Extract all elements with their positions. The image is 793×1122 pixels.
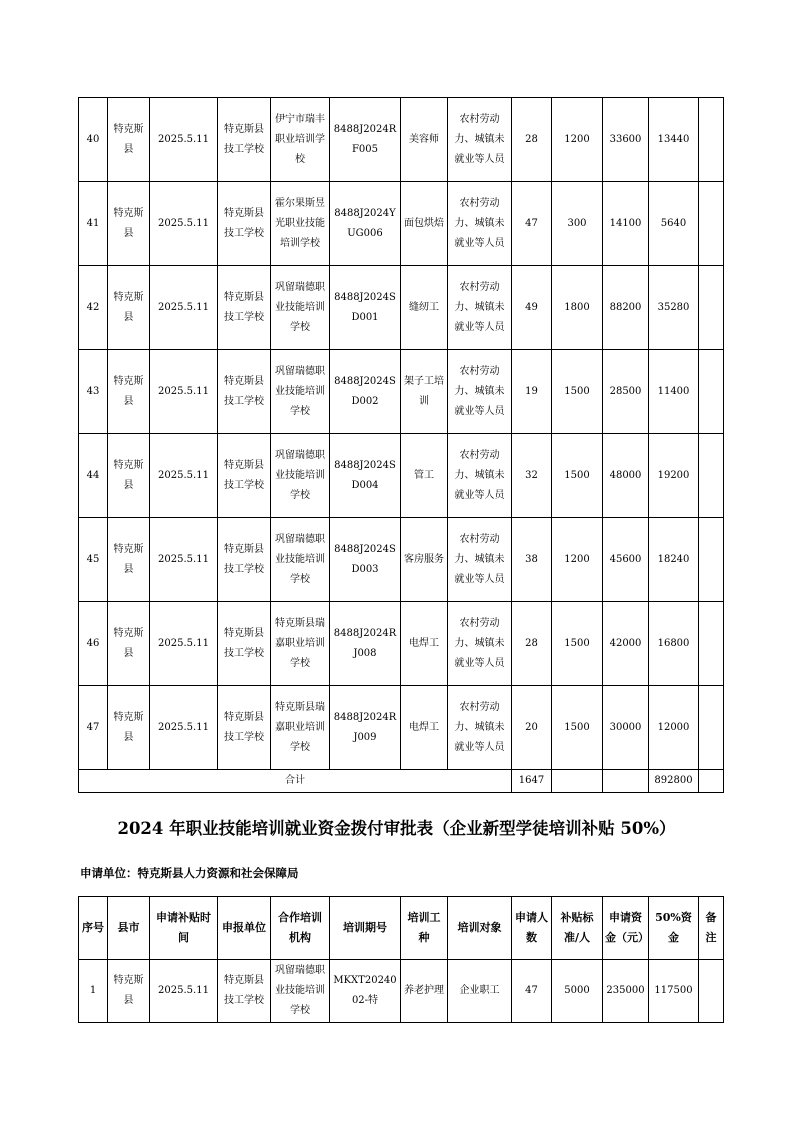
cell-unit: 特克斯县技工学校 [218,182,271,266]
cell-count: 28 [512,602,552,686]
cell-no: 40 [79,98,108,182]
cell-no: 46 [79,602,108,686]
header-count: 申请人数 [512,897,552,960]
cell-no: 42 [79,266,108,350]
cell-trade: 电焊工 [401,686,448,770]
cell-unit: 特克斯县技工学校 [218,602,271,686]
cell-trade: 电焊工 [401,602,448,686]
table-row [79,98,724,182]
cell-county: 特克斯县 [108,686,150,770]
total-label: 合计 [79,770,512,793]
table-row [79,518,724,602]
cell-trade: 缝纫工 [401,266,448,350]
table-row [79,686,724,770]
header-county: 县市 [108,897,150,960]
cell-trade: 面包烘焙 [401,182,448,266]
cell-count: 32 [512,434,552,518]
cell-remark [699,602,724,686]
cell-subsidy: 18240 [649,518,699,602]
cell-trade: 美容师 [401,98,448,182]
cell-county: 特克斯县 [108,350,150,434]
cell-org: 巩留瑞德职业技能培训学校 [271,434,330,518]
table-row [79,266,724,350]
cell-remark [699,434,724,518]
header-org: 合作培训机构 [271,897,330,960]
cell-period: 8488J2024SD001 [330,266,401,350]
cell-target: 农村劳动力、城镇未就业等人员 [448,182,512,266]
cell-remark [699,686,724,770]
cell-no: 45 [79,518,108,602]
cell-no: 41 [79,182,108,266]
cell-fund: 48000 [603,434,649,518]
cell-subsidy: 16800 [649,602,699,686]
cell-count: 20 [512,686,552,770]
cell-target: 农村劳动力、城镇未就业等人员 [448,350,512,434]
cell-subsidy: 35280 [649,266,699,350]
cell-county: 特克斯县 [108,182,150,266]
table-row [79,350,724,434]
cell-unit: 特克斯县技工学校 [218,960,271,1023]
cell-org: 伊宁市瑞丰职业培训学校 [271,98,330,182]
cell-period: 8488J2024YUG006 [330,182,401,266]
cell-no: 43 [79,350,108,434]
cell-target: 农村劳动力、城镇未就业等人员 [448,602,512,686]
cell-remark [699,960,724,1023]
cell-standard: 300 [552,182,603,266]
cell-time: 2025.5.11 [150,686,218,770]
cell-time: 2025.5.11 [150,960,218,1023]
cell-standard: 1800 [552,266,603,350]
header-no: 序号 [79,897,108,960]
cell-time: 2025.5.11 [150,434,218,518]
cell-unit: 特克斯县技工学校 [218,434,271,518]
cell-org: 巩留瑞德职业技能培训学校 [271,960,330,1023]
cell-subsidy: 13440 [649,98,699,182]
cell-subsidy: 117500 [649,960,699,1023]
cell-count: 47 [512,182,552,266]
header-trade: 培训工种 [401,897,448,960]
cell-county: 特克斯县 [108,960,150,1023]
cell-org: 霍尔果斯昱光职业技能培训学校 [271,182,330,266]
header-period: 培训期号 [330,897,401,960]
cell-county: 特克斯县 [108,266,150,350]
cell-fund: 30000 [603,686,649,770]
cell-no: 47 [79,686,108,770]
table-row [79,602,724,686]
cell-target: 农村劳动力、城镇未就业等人员 [448,518,512,602]
total-count: 1647 [512,770,552,793]
cell-remark [699,182,724,266]
cell-target: 企业职工 [448,960,512,1023]
cell-period: 8488J2024RJ009 [330,686,401,770]
cell-subsidy: 19200 [649,434,699,518]
cell-time: 2025.5.11 [150,602,218,686]
subsidy-table-continued [78,97,724,793]
cell-period: 8488J2024RF005 [330,98,401,182]
table-row [79,960,724,1023]
header-target: 培训对象 [448,897,512,960]
cell-remark [699,518,724,602]
cell-standard: 1500 [552,602,603,686]
cell-unit: 特克斯县技工学校 [218,266,271,350]
cell-subsidy: 12000 [649,686,699,770]
cell-standard: 1500 [552,686,603,770]
total-fund [603,770,649,793]
cell-org: 特克斯县瑞嘉职业培训学校 [271,686,330,770]
cell-period: 8488J2024SD002 [330,350,401,434]
cell-fund: 88200 [603,266,649,350]
cell-count: 38 [512,518,552,602]
cell-count: 49 [512,266,552,350]
cell-period: MKXT2024002-特 [330,960,401,1023]
table-row [79,182,724,266]
apprentice-subsidy-table [78,896,724,1023]
cell-count: 28 [512,98,552,182]
cell-count: 19 [512,350,552,434]
cell-time: 2025.5.11 [150,182,218,266]
cell-time: 2025.5.11 [150,98,218,182]
cell-trade: 架子工培训 [401,350,448,434]
section-title: 2024 年职业技能培训就业资金拨付审批表（企业新型学徒培训补贴 50%） [117,819,676,838]
cell-target: 农村劳动力、城镇未就业等人员 [448,686,512,770]
cell-time: 2025.5.11 [150,518,218,602]
cell-standard: 1200 [552,518,603,602]
total-standard [552,770,603,793]
cell-fund: 33600 [603,98,649,182]
cell-org: 巩留瑞德职业技能培训学校 [271,350,330,434]
cell-target: 农村劳动力、城镇未就业等人员 [448,266,512,350]
table-row [79,434,724,518]
cell-fund: 42000 [603,602,649,686]
cell-target: 农村劳动力、城镇未就业等人员 [448,98,512,182]
cell-trade: 养老护理 [401,960,448,1023]
cell-standard: 1500 [552,434,603,518]
cell-fund: 28500 [603,350,649,434]
total-remark [699,770,724,793]
cell-remark [699,266,724,350]
cell-org: 特克斯县瑞嘉职业培训学校 [271,602,330,686]
header-standard: 补贴标准/人 [552,897,603,960]
cell-county: 特克斯县 [108,602,150,686]
cell-count: 47 [512,960,552,1023]
cell-standard: 1200 [552,98,603,182]
cell-subsidy: 11400 [649,350,699,434]
cell-period: 8488J2024SD003 [330,518,401,602]
cell-standard: 1500 [552,350,603,434]
cell-county: 特克斯县 [108,518,150,602]
applicant-unit: 申请单位：特克斯县人力资源和社会保障局 [80,866,299,880]
cell-target: 农村劳动力、城镇未就业等人员 [448,434,512,518]
cell-time: 2025.5.11 [150,266,218,350]
cell-trade: 客房服务 [401,518,448,602]
cell-time: 2025.5.11 [150,350,218,434]
cell-trade: 管工 [401,434,448,518]
cell-county: 特克斯县 [108,434,150,518]
cell-standard: 5000 [552,960,603,1023]
header-fund: 申请资金（元） [603,897,649,960]
cell-org: 巩留瑞德职业技能培训学校 [271,266,330,350]
cell-county: 特克斯县 [108,98,150,182]
cell-subsidy: 5640 [649,182,699,266]
header-time: 申请补贴时间 [150,897,218,960]
cell-unit: 特克斯县技工学校 [218,98,271,182]
cell-unit: 特克斯县技工学校 [218,686,271,770]
cell-remark [699,350,724,434]
cell-remark [699,98,724,182]
cell-fund: 14100 [603,182,649,266]
cell-period: 8488J2024SD004 [330,434,401,518]
cell-no: 44 [79,434,108,518]
cell-fund: 45600 [603,518,649,602]
cell-unit: 特克斯县技工学校 [218,350,271,434]
header-remark: 备注 [699,897,724,960]
cell-org: 巩留瑞德职业技能培训学校 [271,518,330,602]
total-row [79,770,724,793]
cell-period: 8488J2024RJ008 [330,602,401,686]
total-subsidy: 892800 [649,770,699,793]
cell-fund: 235000 [603,960,649,1023]
cell-no: 1 [79,960,108,1023]
header-unit: 申报单位 [218,897,271,960]
header-row [79,897,724,960]
header-subsidy: 50%资金 [649,897,699,960]
cell-unit: 特克斯县技工学校 [218,518,271,602]
